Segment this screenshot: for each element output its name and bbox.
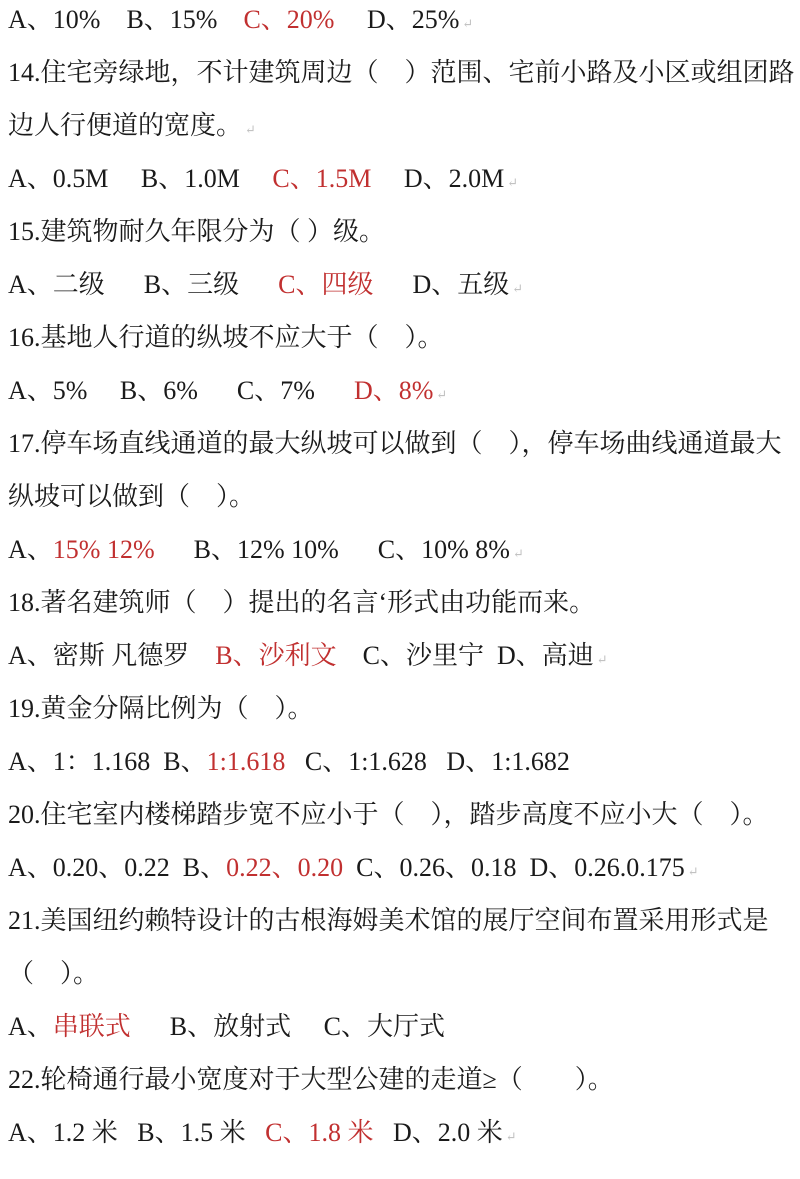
question-17-stem-line-2 [8,470,800,523]
question-16-options [8,364,800,417]
question-20-stem [8,788,800,841]
text-segment: （ ）。 [8,959,100,988]
text-segment: C、沙里宁 D、高迪 [336,641,594,670]
paragraph-return-mark: ↵ [596,652,608,667]
correct-answer-highlight: B、沙利文 [215,641,337,670]
question-17-options [8,523,800,576]
question-21-stem-line-1 [8,894,800,947]
text-segment: D、2.0M [371,164,505,193]
correct-answer-highlight: 0.22、0.20 [226,853,344,882]
text-segment: B、15% [126,5,244,34]
paragraph-return-mark: ↵ [687,864,699,879]
text-segment: 纵坡可以做到（ ）。 [8,482,256,511]
correct-answer-highlight: D、8% [353,376,434,405]
text-segment: A、二级 [8,270,144,299]
question-19-stem [8,682,800,735]
question-15-options [8,258,800,311]
question-20-options [8,841,800,894]
text-segment: 22.轮椅通行最小宽度对于大型公建的走道≥（ ）。 [8,1065,614,1094]
question-14-options [8,152,800,205]
correct-answer-highlight: 15% 12% [52,535,155,564]
paragraph-return-mark: ↵ [512,546,524,561]
question-14-stem-line-2 [8,99,800,152]
text-segment: 14.住宅旁绿地，不计建筑周边（ ）范围、宅前小路及小区或组团路 [8,58,795,87]
text-segment: B、三级 [143,270,279,299]
question-14-stem-line-1 [8,46,800,99]
text-segment: D、25% [334,5,460,34]
text-segment: A、0.5M [8,164,141,193]
text-segment: 16.基地人行道的纵坡不应大于（ ）。 [8,323,444,352]
paragraph-return-mark: ↵ [436,387,448,402]
paragraph-return-mark: ↵ [505,1129,517,1144]
text-segment: A、1.2 米 [8,1118,138,1147]
correct-answer-highlight: 串联式 [52,1012,131,1041]
question-lines [8,0,800,1159]
correct-answer-highlight: C、20% [243,5,335,34]
text-segment: 17.停车场直线通道的最大纵坡可以做到（ ），停车场曲线通道最大 [8,429,782,458]
text-segment: A、0.20、0.22 B、 [8,853,227,882]
text-segment: B、1.0M [140,164,273,193]
text-segment: A、 [8,1012,53,1041]
question-15-stem [8,205,800,258]
correct-answer-highlight: 1:1.618 [206,747,286,776]
text-segment: C、0.26、0.18 D、0.26.0.175 [343,853,685,882]
question-16-stem [8,311,800,364]
text-segment: A、10% [8,5,127,34]
question-18-stem [8,576,800,629]
text-segment: 边人行便道的宽度。 [8,111,243,140]
paragraph-return-mark: ↵ [462,16,474,31]
question-13-options [8,0,800,46]
paragraph-return-mark: ↵ [507,175,519,190]
question-18-options [8,629,800,682]
text-segment: C、1:1.628 D、1:1.682 [285,747,570,776]
paragraph-return-mark: ↵ [512,281,524,296]
question-22-stem [8,1053,800,1106]
text-segment: 15.建筑物耐久年限分为（ ）级。 [8,217,386,246]
correct-answer-highlight: C、四级 [278,270,374,299]
text-segment: D、2.0 米 [373,1118,503,1147]
text-segment: A、 [8,535,53,564]
correct-answer-highlight: C、1.5M [272,164,372,193]
question-17-stem-line-1 [8,417,800,470]
text-segment: A、5% B、6% C、7% [8,376,354,405]
correct-answer-highlight: C、1.8 米 [265,1118,374,1147]
text-segment: 21.美国纽约赖特设计的古根海姆美术馆的展厅空间布置采用形式是 [8,906,769,935]
question-21-options [8,1000,800,1053]
text-segment: B、1.5 米 [137,1118,266,1147]
text-segment: A、密斯 凡德罗 [8,641,216,670]
text-segment: B、12% 10% C、10% 8% [154,535,510,564]
text-segment: B、放射式 C、大厅式 [130,1012,445,1041]
question-21-stem-line-2 [8,947,800,1000]
question-22-options [8,1106,800,1159]
text-segment: 18.著名建筑师（ ）提出的名言‘形式由功能而来。 [8,588,596,617]
text-segment: 20.住宅室内楼梯踏步宽不应小于（ ），踏步高度不应小大（ ）。 [8,800,769,829]
text-segment: A、1：1.168 B、 [8,747,207,776]
text-segment: 19.黄金分隔比例为（ ）。 [8,694,314,723]
paragraph-return-mark: ↵ [245,122,256,137]
text-segment: D、五级 [373,270,510,299]
question-19-options [8,735,800,788]
